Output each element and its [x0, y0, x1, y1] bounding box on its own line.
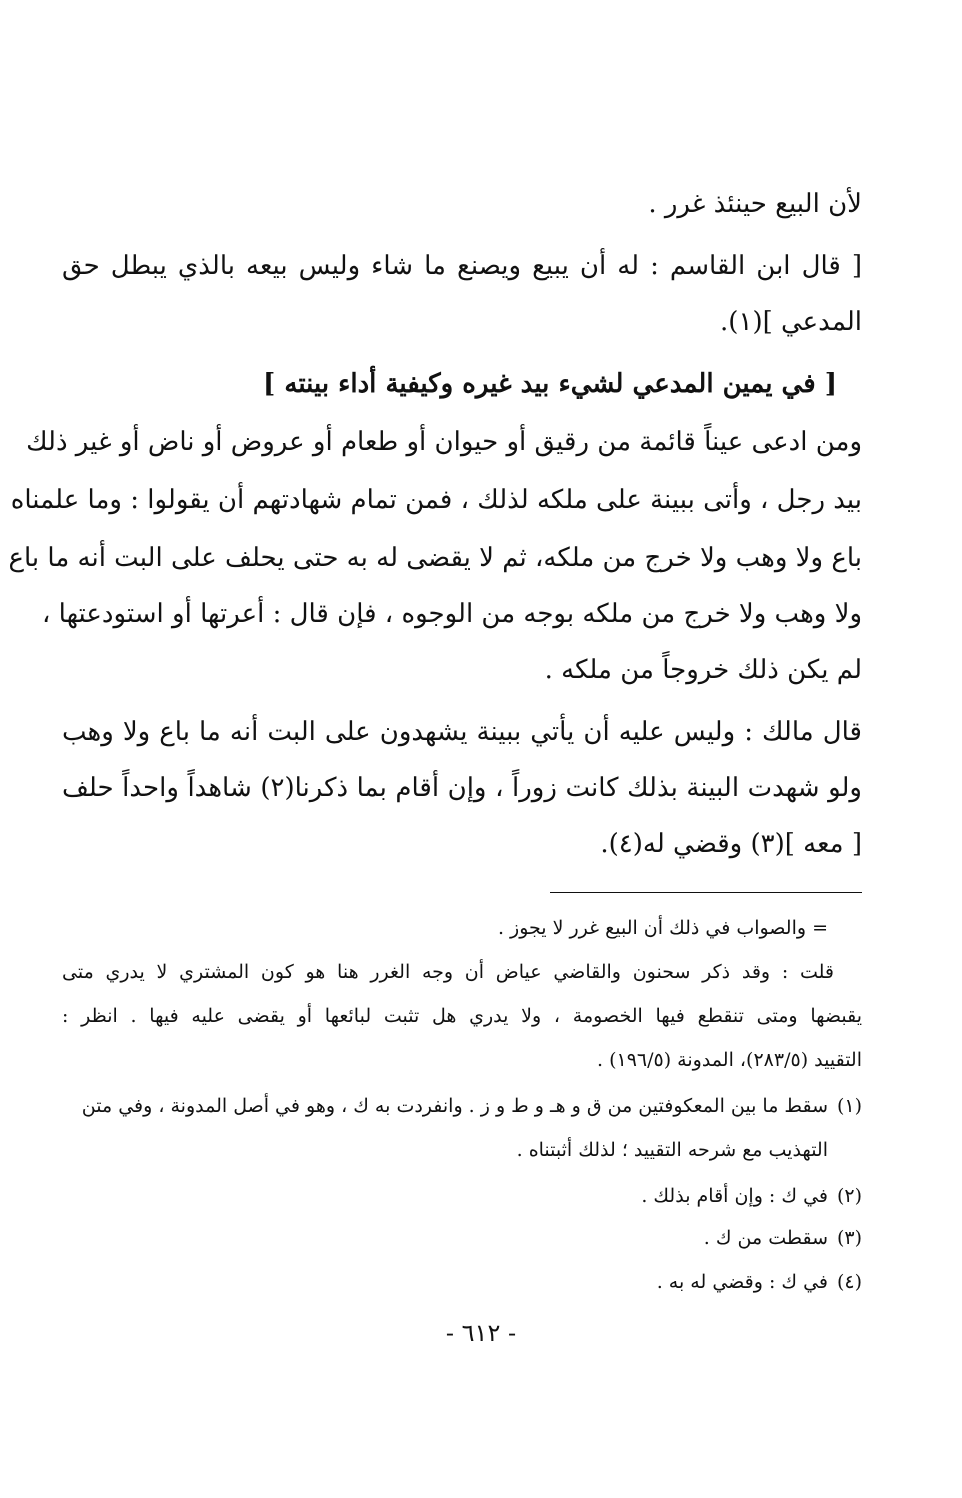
footnote-line: [62, 1046, 862, 1074]
section-heading: [ في يمين المدعي لشيء بيد غيره وكيفية أداء بينته ]: [263, 369, 837, 399]
footnote-line: [62, 1002, 862, 1030]
footnote-separator: [550, 892, 862, 893]
footnote-text: سقط ما بين المعكوفتين من ق و هـ و ط و ز . وانفردت به ك ، وهو في أصل المدونة ، وفي متن: [81, 1095, 828, 1117]
footnote-text: في ك : وقضي له به .: [656, 1271, 828, 1293]
body-line-2: [ قال ابن القاسم : له أن يبيع ويصنع ما شاء وليس بيعه بالذي يبطل حق: [62, 251, 862, 281]
footnote-1: [62, 1092, 862, 1120]
footnote-text: قلت : وقد ذكر سحنون والقاضي عياض أن وجه الغرر هنا هو كون المشتري لا يدري متى: [62, 961, 834, 983]
body-line-11: ولو شهدت البينة بذلك كانت زوراً ، وإن أقام بما ذكرنا(٢) شاهداً واحداً حلف: [62, 773, 862, 803]
footnote-text: التقييد (٢٨٣/٥)، المدونة (١٩٦/٥) .: [597, 1049, 862, 1071]
footnote-2: [62, 1182, 862, 1210]
body-line-8: ولا وهب ولا خرج من ملكه بوجه من الوجوه ، فإن قال : أعرتها أو استودعتها ،: [41, 599, 862, 629]
footnote-text: في ك : وإن أقام بذلك .: [641, 1185, 828, 1207]
body-line-9: لم يكن ذلك خروجاً من ملكه .: [544, 655, 862, 685]
footnote-line: [62, 1136, 828, 1164]
footnote-number: (٢): [836, 1185, 862, 1207]
footnote-text: التهذيب مع شرحه التقييد ؛ لذلك أثبتناه .: [516, 1139, 828, 1161]
footnote-line: [62, 914, 862, 942]
page-number: - ٦١٢ -: [445, 1319, 517, 1347]
footnote-3: [62, 1224, 862, 1252]
footnote-number: (١): [836, 1095, 862, 1117]
footnote-4: [62, 1268, 862, 1296]
footnote-text: سقطت من ك .: [703, 1227, 828, 1249]
footnote-text: = والصواب في ذلك أن البيع غرر لا يجوز .: [497, 917, 828, 939]
footnote-text: يقبضها ومتى تنقطع فيها الخصومة ، ولا يدري هل تثبت لبائعها أو يقضى عليه فيها . انظر :: [62, 1005, 862, 1027]
body-line-3: المدعي ](١).: [720, 307, 862, 337]
body-line-10: قال مالك : وليس عليه أن يأتي ببينة يشهدون على البت أنه ما باع ولا وهب: [62, 717, 862, 747]
footnote-number: (٤): [836, 1271, 862, 1293]
footnote-number: (٣): [836, 1227, 862, 1249]
body-line-1: لأن البيع حينئذ غرر .: [648, 189, 862, 219]
body-line-5: ومن ادعى عيناً قائمة من رقيق أو حيوان أو طعام أو عروض أو ناض أو غير ذلك: [26, 427, 862, 457]
body-line-12: [ معه ](٣) وقضي له(٤).: [600, 829, 862, 859]
footnote-line: [62, 958, 834, 986]
body-line-7: باع ولا وهب ولا خرج من ملكه، ثم لا يقضى له به حتى يحلف على البت أنه ما باع: [8, 543, 862, 573]
body-line-6: بيد رجل ، وأتى ببينة على ملكه لذلك ، فمن تمام شهادتهم أن يقولوا : وما علمناه: [10, 485, 862, 515]
